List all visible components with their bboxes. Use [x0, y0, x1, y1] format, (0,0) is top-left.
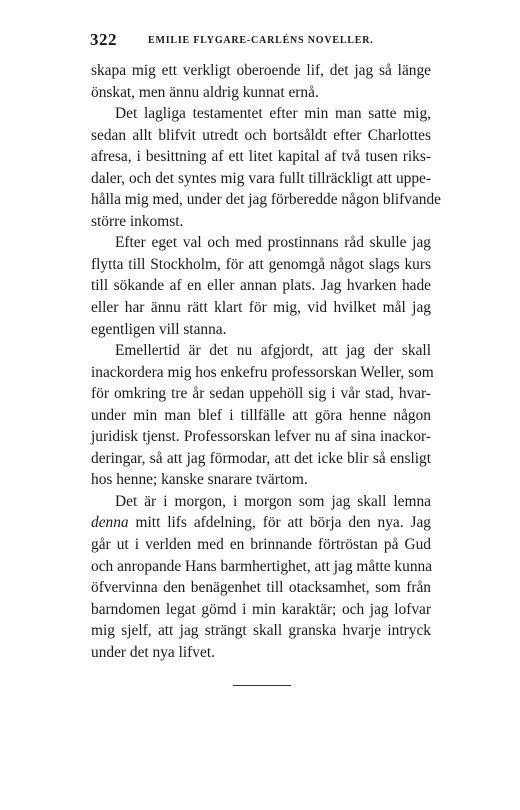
text-line: juridisk tjenst. Professorskan lefver nu af sina inackor- [91, 428, 431, 446]
text-line: egentligen vill stanna. [91, 320, 227, 338]
body-text [91, 60, 442, 663]
text-line: för omkring tre år sedan uppehöll sig i vår stad, hvar- [91, 385, 431, 403]
text-line: barndomen legat gömd i min karaktär; och jag lofvar [91, 600, 431, 618]
page-header [90, 30, 430, 52]
text-line: större inkomst. [91, 212, 184, 230]
text-line: går ut i verlden med en brinnande förtröstan på Gud [91, 536, 431, 554]
text-line: till sökande af en eller annan plats. Jag hvarken hade [91, 277, 431, 295]
text-line: inackordera mig hos enkefru professorskan Weller, som [91, 363, 434, 381]
text-line-with-italic [91, 512, 431, 534]
text-line: Efter eget val och med prostinnans råd skulle jag [115, 234, 431, 252]
text-line: hålla mig med, under det jag förberedde någon blifvande [91, 191, 442, 209]
text-line: eller har ännu rätt klart för mig, vid hvilket mål jag [91, 299, 431, 317]
italic-word: denna [91, 514, 129, 532]
text-line: öfvervinna den benägenhet till otacksamhet, som från [91, 579, 431, 597]
section-divider [233, 685, 291, 686]
page-number: 322 [90, 30, 117, 49]
text-line: daler, och det syntes mig vara fullt tillräckligt att uppe- [91, 169, 431, 187]
text-line: Det lagliga testamentet efter min man satte mig, [115, 105, 431, 123]
text-line: under det nya lifvet. [91, 643, 215, 661]
text-line: Det är i morgon, i morgon som jag skall lemna [115, 492, 431, 510]
text-line: och anropande Hans barmhertighet, att jag måtte kunna [91, 557, 433, 575]
running-title: EMILIE FLYGARE-CARLÉNS NOVELLER. [148, 35, 374, 46]
text-line: mig sjelf, att jag strängt skall granska hvarje intryck [91, 622, 431, 640]
text-line: afresa, i besittning af ett litet kapital af två tusen riks- [91, 148, 431, 166]
text-line: hos henne; kanske snarare tvärtom. [91, 471, 308, 489]
text-line: Emellertid är det nu afgjordt, att jag der skall [115, 342, 431, 360]
text-line: deringar, så att jag förmodar, att det icke blir så ensligt [91, 449, 431, 467]
text-line: sedan allt blifvit utredt och bortsåldt efter Charlottes [91, 126, 431, 144]
text-line: under min man blef i tillfälle att göra henne någon [91, 406, 431, 424]
text-line-rest: mitt lifs afdelning, för att börja den nya. Jag [135, 514, 431, 532]
text-line: flytta till Stockholm, för att genomgå något slags kurs [91, 255, 431, 273]
text-line: önskat, men ännu aldrig kunnat ernå. [91, 83, 319, 101]
text-line: skapa mig ett verkligt oberoende lif, det jag så länge [91, 62, 431, 79]
